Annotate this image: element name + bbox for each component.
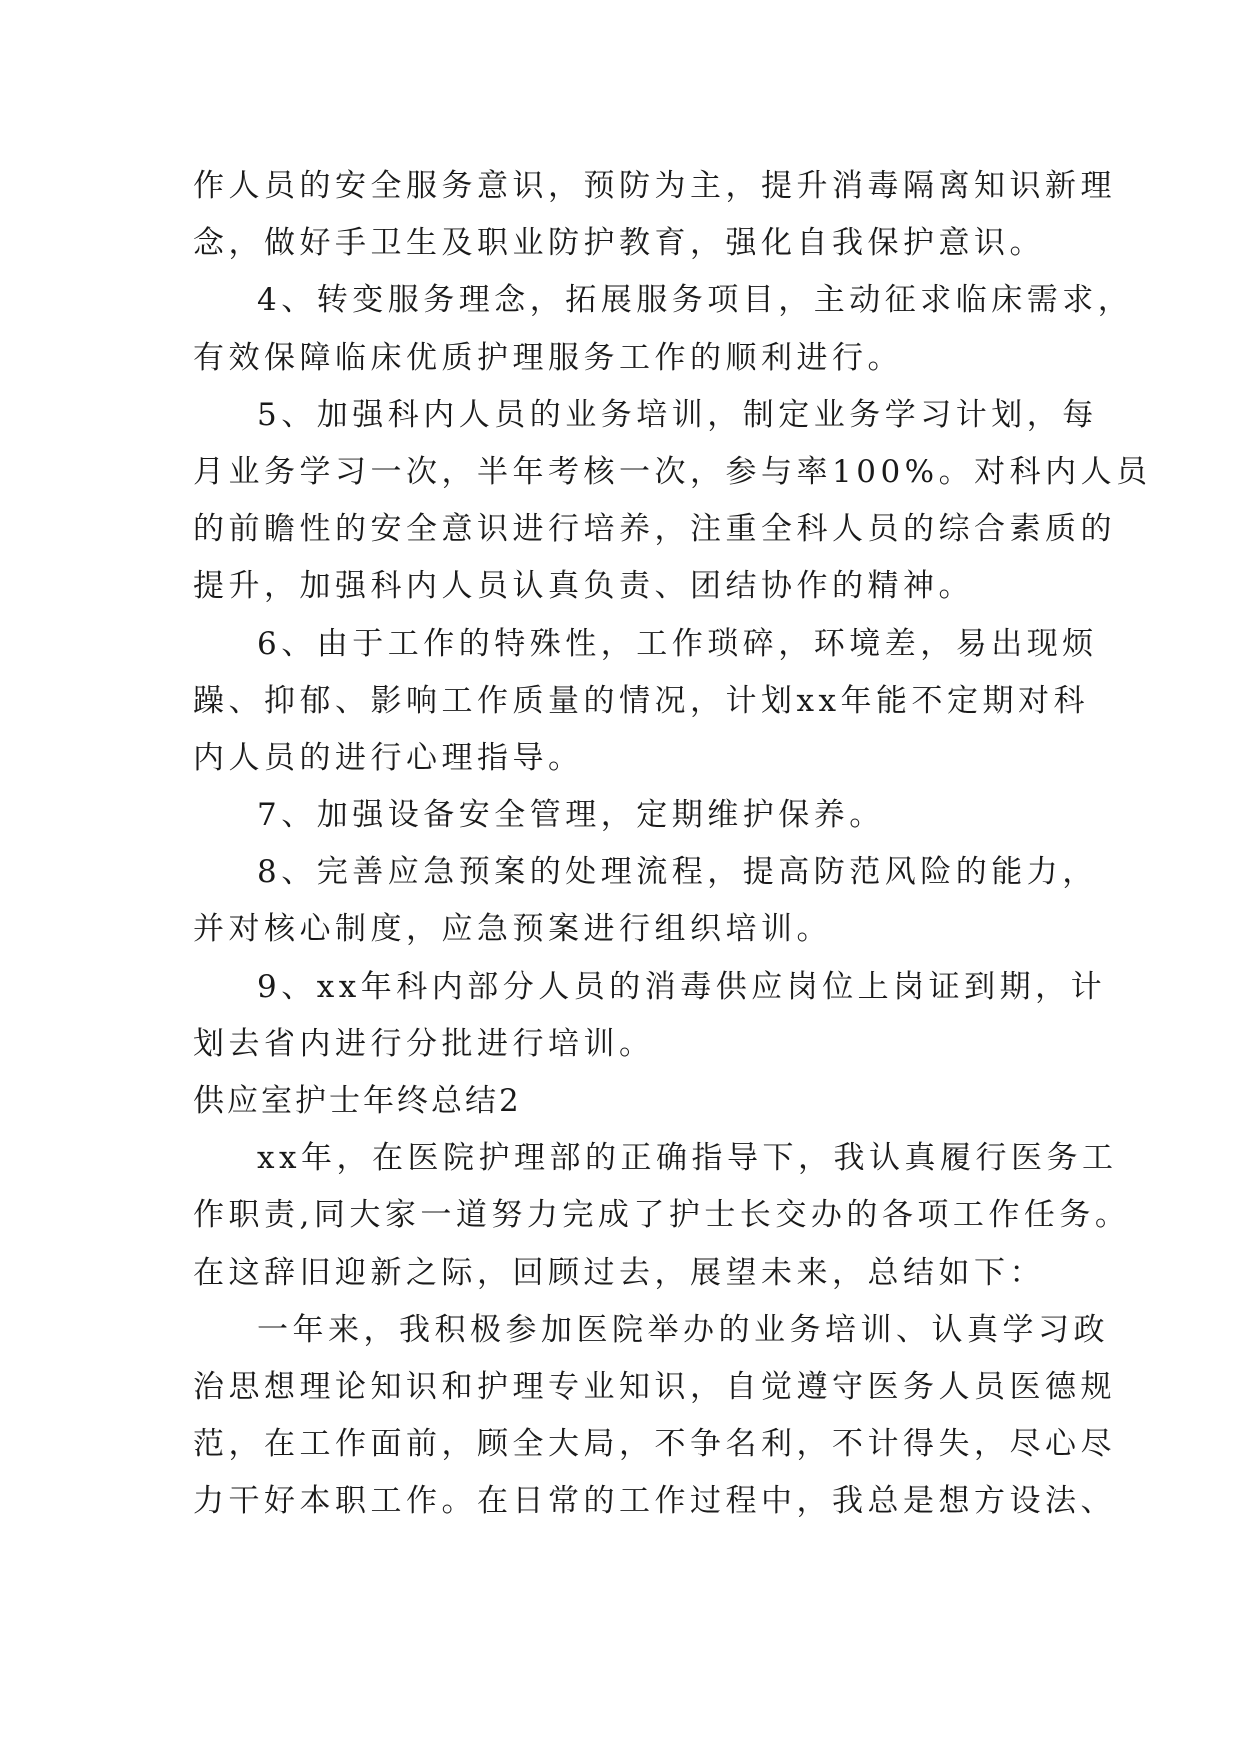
text-line: 内人员的进行心理指导。 (193, 739, 584, 776)
text-line: 念，做好手卫生及职业防护教育，强化自我保护意识。 (193, 225, 1045, 262)
text-line: 月业务学习一次，半年考核一次，参与率100%。对科内人员 (193, 453, 1152, 490)
text-line: 划去省内进行分批进行培训。 (193, 1025, 655, 1062)
text-line: 有效保障临床优质护理服务工作的顺利进行。 (193, 339, 903, 376)
list-item-4: 4、转变服务理念，拓展服务项目，主动征求临床需求， (257, 282, 1134, 319)
section-heading: 供应室护士年终总结2 (193, 1083, 522, 1119)
paragraph-start: 一年来，我积极参加医院举办的业务培训、认真学习政 (257, 1311, 1109, 1348)
text-line: 的前瞻性的安全意识进行培养，注重全科人员的综合素质的 (193, 511, 1116, 548)
text-line: 治思想理论知识和护理专业知识，自觉遵守医务人员医德规 (193, 1368, 1116, 1405)
text-line: 作人员的安全服务意识，预防为主，提升消毒隔离知识新理 (193, 168, 1116, 204)
text-line: 范，在工作面前，顾全大局，不争名利，不计得失，尽心尽 (193, 1426, 1116, 1463)
text-line: 力干好本职工作。在日常的工作过程中，我总是想方设法、 (193, 1483, 1116, 1520)
list-item-9: 9、xx年科内部分人员的消毒供应岗位上岗证到期，计 (257, 968, 1107, 1005)
list-item-5: 5、加强科内人员的业务培训，制定业务学习计划，每 (257, 396, 1098, 433)
text-line: 在这辞旧迎新之际，回顾过去，展望未来，总结如下： (193, 1254, 1045, 1291)
list-item-6: 6、由于工作的特殊性，工作琐碎，环境差，易出现烦 (257, 625, 1098, 662)
text-line: 作职责,同大家一道努力完成了护士长交办的各项工作任务。 (193, 1197, 1131, 1234)
document-body (193, 158, 1152, 1531)
list-item-8: 8、完善应急预案的处理流程，提高防范风险的能力， (257, 854, 1098, 891)
text-line: 并对核心制度，应急预案进行组织培训。 (193, 911, 832, 948)
list-item-7: 7、加强设备安全管理，定期维护保养。 (257, 797, 885, 834)
text-line: 躁、抑郁、影响工作质量的情况，计划xx年能不定期对科 (193, 682, 1089, 719)
paragraph-start: xx年，在医院护理部的正确指导下，我认真履行医务工 (257, 1140, 1118, 1177)
text-line: 提升，加强科内人员认真负责、团结协作的精神。 (193, 568, 974, 605)
